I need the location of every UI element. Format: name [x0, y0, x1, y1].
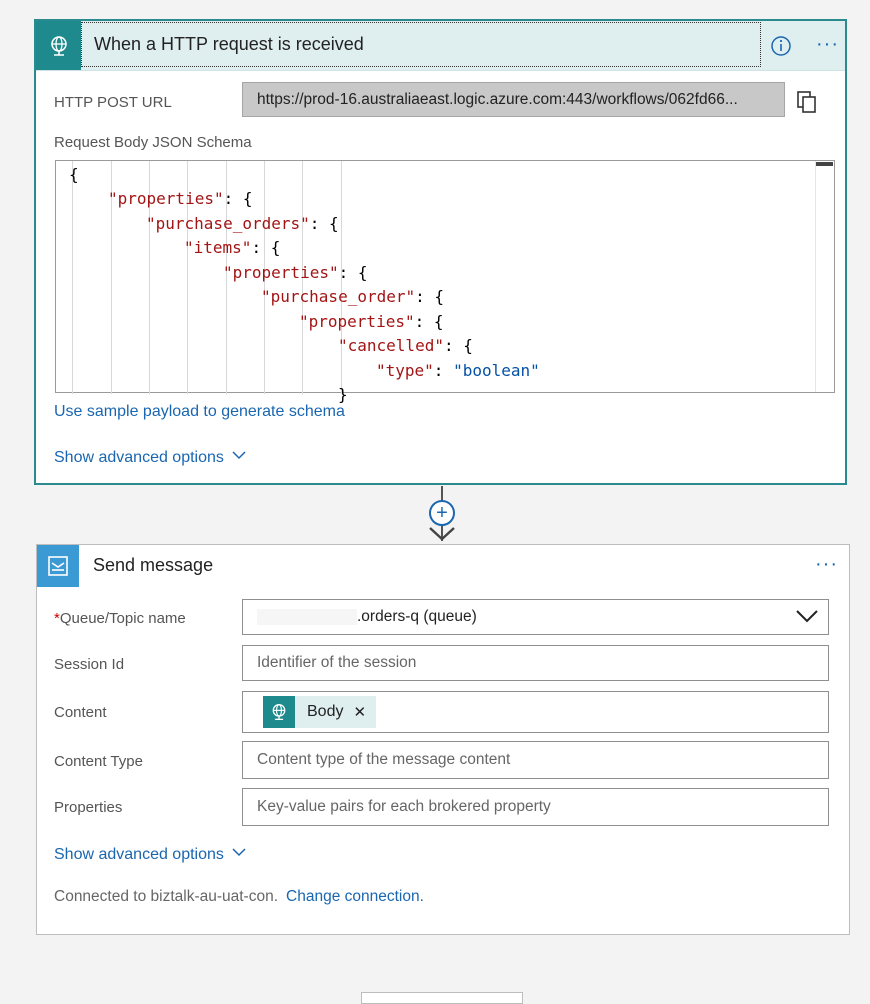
properties-input[interactable]: Key-value pairs for each brokered property [242, 788, 829, 826]
content-type-label: Content Type [54, 753, 143, 770]
code-line: "properties": { [299, 312, 444, 331]
queue-topic-dropdown[interactable]: .orders-q (queue) [242, 599, 829, 635]
add-step-plus-icon[interactable]: + [429, 500, 455, 526]
sample-payload-link[interactable]: Use sample payload to generate schema [54, 403, 345, 420]
next-step-stub [361, 992, 523, 1004]
http-trigger-card [34, 19, 847, 485]
body-token[interactable] [263, 696, 376, 728]
more-options-icon[interactable]: ··· [816, 33, 839, 55]
request-globe-icon [36, 21, 81, 70]
connection-info [54, 888, 424, 906]
session-id-input[interactable]: Identifier of the session [242, 645, 829, 681]
token-text: Body [307, 703, 344, 720]
trigger-title[interactable]: When a HTTP request is received [81, 22, 761, 67]
advanced-options-label: Show advanced options [54, 846, 224, 863]
service-bus-icon [37, 545, 79, 587]
http-post-url-label: HTTP POST URL [54, 94, 172, 111]
content-input[interactable] [242, 691, 829, 733]
json-schema-editor[interactable] [55, 160, 835, 404]
session-id-label: Session Id [54, 656, 125, 673]
change-connection-link[interactable]: Change connection. [286, 888, 424, 905]
code-line: "properties": { [108, 189, 253, 208]
show-advanced-options-trigger[interactable] [54, 447, 246, 467]
token-label [295, 696, 376, 728]
code-line: "cancelled": { [338, 336, 473, 355]
code-line: "items": { [184, 238, 281, 257]
properties-label: Properties [54, 799, 123, 816]
action-title[interactable]: Send message [93, 555, 214, 575]
schema-label: Request Body JSON Schema [54, 134, 252, 151]
advanced-options-label: Show advanced options [54, 449, 224, 466]
connected-text: Connected to biztalk-au-uat-con. [54, 888, 279, 905]
code-line: "purchase_orders": { [146, 214, 339, 233]
request-globe-icon [263, 696, 295, 728]
code-line: "type": "boolean" [376, 361, 540, 380]
content-type-input[interactable]: Content type of the message content [242, 741, 829, 779]
trigger-header[interactable] [36, 21, 845, 71]
chevron-down-icon[interactable] [796, 609, 818, 628]
chevron-down-icon [232, 844, 246, 862]
code-line: "purchase_order": { [261, 287, 445, 306]
chevron-down-icon [232, 447, 246, 465]
editor-scrollbar[interactable] [815, 161, 834, 392]
redacted-region [257, 609, 357, 625]
action-header[interactable] [37, 545, 849, 587]
code-line: } [338, 385, 348, 404]
content-label: Content [54, 704, 107, 721]
indent-guide [72, 161, 73, 394]
remove-token-icon[interactable]: ✕ [353, 704, 367, 721]
send-message-card [36, 544, 850, 935]
copy-icon[interactable] [796, 90, 818, 114]
info-icon[interactable] [770, 35, 792, 57]
show-advanced-options-action[interactable] [54, 844, 246, 864]
more-options-icon[interactable]: ··· [815, 553, 838, 575]
code-line: { [69, 165, 79, 184]
http-post-url-field[interactable]: https://prod-16.australiaeast.logic.azure.com:443/workflows/062fd66... [242, 82, 785, 117]
scrollbar-thumb[interactable] [816, 162, 833, 166]
queue-topic-label: *Queue/Topic name [54, 610, 186, 627]
code-line: "properties": { [223, 263, 368, 282]
